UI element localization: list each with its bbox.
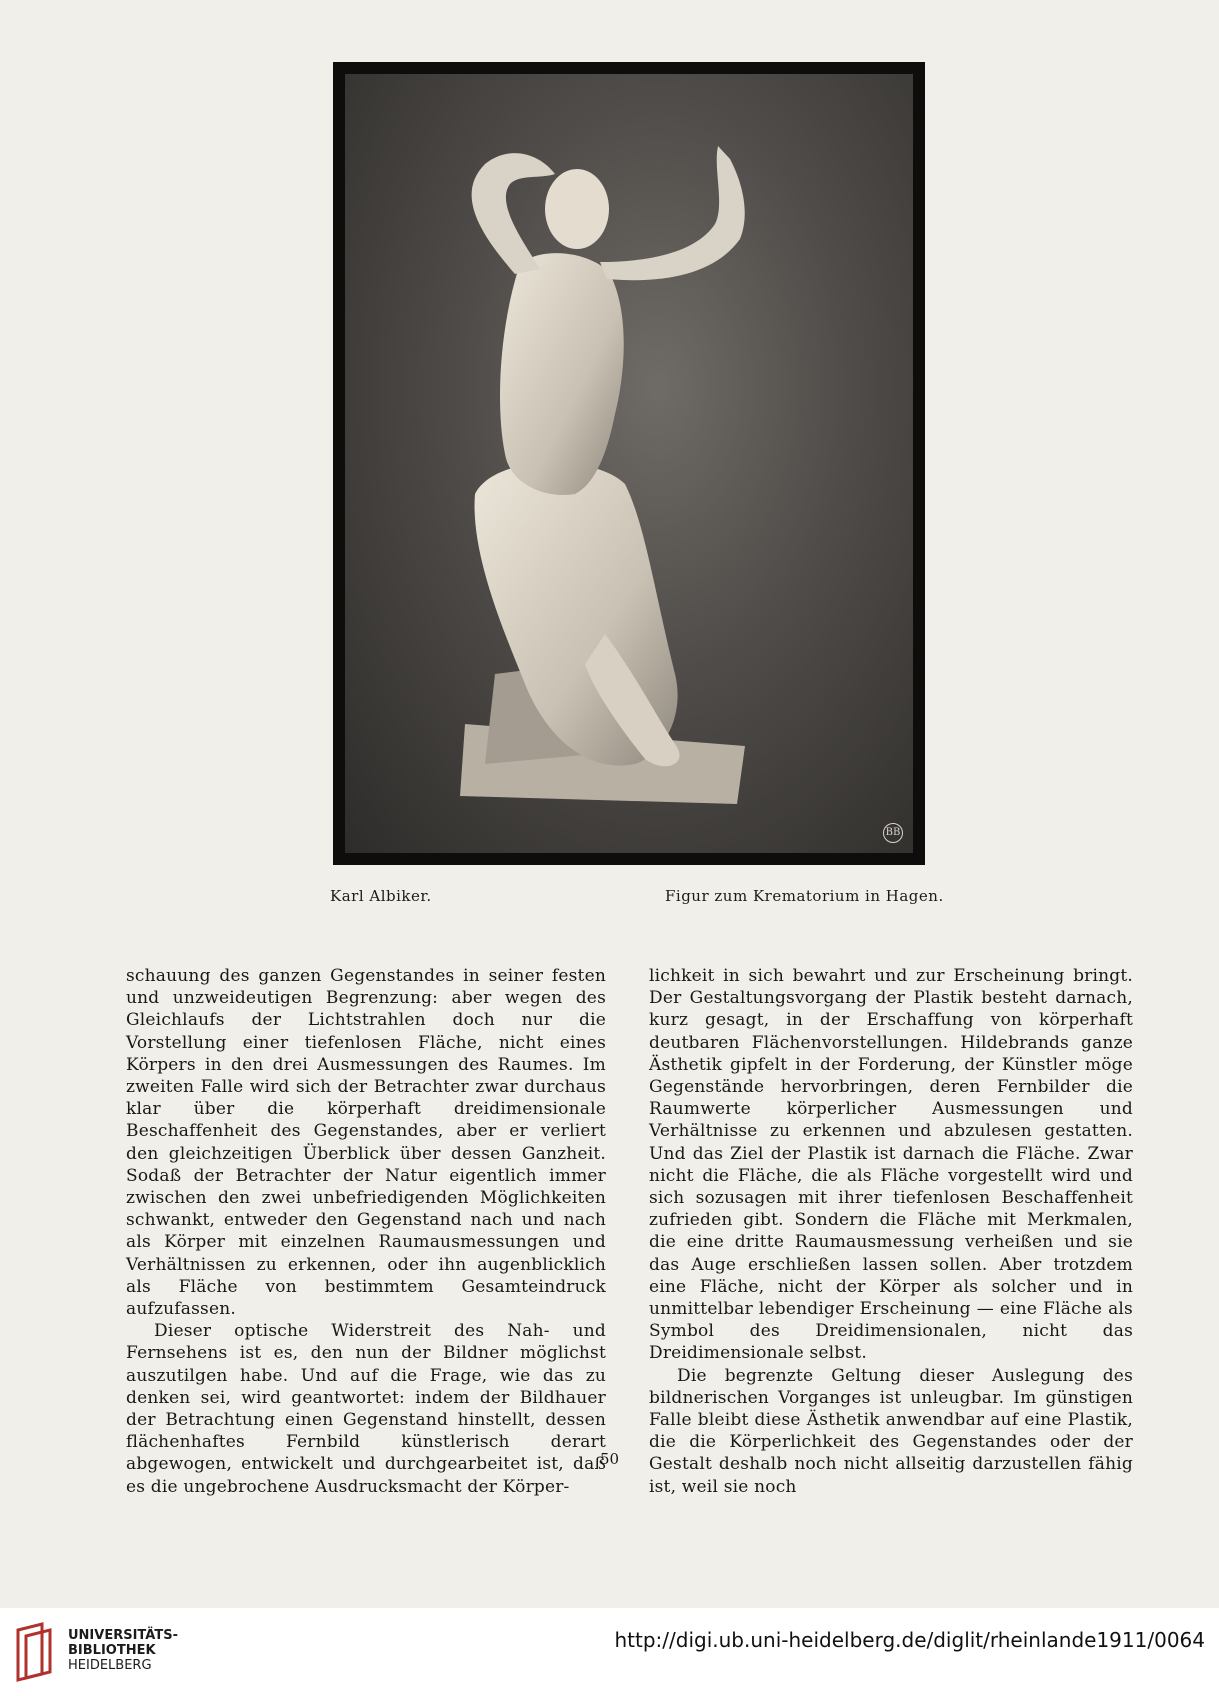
footer-bar [0, 1608, 1219, 1696]
library-line: HEIDELBERG [68, 1658, 152, 1673]
library-logo-icon [12, 1622, 56, 1682]
sculpture-photo [345, 74, 913, 853]
sculpture-figure [345, 74, 913, 853]
caption-artist: Karl Albiker. [330, 887, 432, 905]
library-line: BIBLIOTHEK [68, 1643, 156, 1658]
source-url[interactable]: http://digi.ub.uni-heidelberg.de/diglit/rheinlande1911/0064 [614, 1628, 1205, 1652]
page-number: 50 [599, 1450, 620, 1468]
library-name [68, 1628, 178, 1673]
library-line: UNIVERSITÄTS- [68, 1628, 178, 1643]
text-column-left [126, 965, 606, 1498]
caption-title: Figur zum Krematorium in Hagen. [665, 887, 944, 905]
paragraph: Dieser optische Widerstreit des Nah- und Fernsehens ist es, den nun der Bildner möglichst auszutilgen habe. Und auf die Frage, wie das zu denken sei, wird geantwortet: indem der Bildhauer der Betrachtung einen Gegenstand hinstellt, dessen flächenhaftes Fernbild künstlerisch derart abgewogen, entwickelt und durchgearbeitet ist, daß es die ungebrochene Ausdrucksmacht der Körper- [126, 1321, 606, 1497]
text-column-right [649, 965, 1133, 1498]
paragraph: schauung des ganzen Gegenstandes in seiner festen und unzweideutigen Begrenzung: aber wegen des Gleichlaufs der Lichtstrahlen doch nur die Vorstellung einer tiefenlosen Fläche, nicht eines Körpers in den drei Ausmessungen des Raumes. Im zweiten Falle wird sich der Betrachter zwar durchaus klar über die körperhaft dreidimensionale Beschaffenheit des Gegenstandes, aber er verliert den gleichzeitigen Überblick über dessen Ganzheit. Sodaß der Betrachter der Natur eigentlich immer zwischen den zwei unbefriedigenden Möglichkeiten schwankt, entweder den Gegenstand nach und nach als Körper mit einzelnen Raumausmessungen und Verhältnissen zu erkennen, oder ihn augenblicklich als Fläche von bestimmtem Gesamteindruck aufzufassen. [126, 966, 606, 1320]
monogram-mark: BB [883, 823, 903, 843]
paragraph: lichkeit in sich bewahrt und zur Erscheinung bringt. Der Gestaltungsvorgang der Plastik besteht darnach, kurz gesagt, in der Erschaffung von körperhaft deutbaren Flächenvorstellungen. Hildebrands ganze Ästhetik gipfelt in der Forderung, der Künstler möge Gegenstände hervorbringen, deren Fernbilder die Raumwerte körperlicher Ausmessungen und Verhältnisse zu erkennen und abzulesen gestatten. Und das Ziel der Plastik ist darnach die Fläche. Zwar nicht die Fläche, die als Fläche vorgestellt wird und sich sozusagen mit ihrer tiefenlosen Beschaffenheit zufrieden gibt. Sondern die Fläche mit Merkmalen, die eine dritte Raumausmessung verheißen und sie das Auge erschließen lassen sollen. Aber trotzdem eine Fläche, nicht der Körper als solcher und in unmittelbar lebendiger Erscheinung — eine Fläche als Symbol des Dreidimensionalen, nicht das Dreidimensionale selbst. [649, 966, 1133, 1364]
paragraph: Die begrenzte Geltung dieser Auslegung des bildnerischen Vorganges ist unleugbar. Im günstigen Falle bleibt diese Ästhetik anwendbar auf eine Plastik, die die Körperlichkeit des Gegenstandes oder der Gestalt deshalb noch nicht allseitig darzustellen fähig ist, weil sie noch [649, 1365, 1133, 1497]
